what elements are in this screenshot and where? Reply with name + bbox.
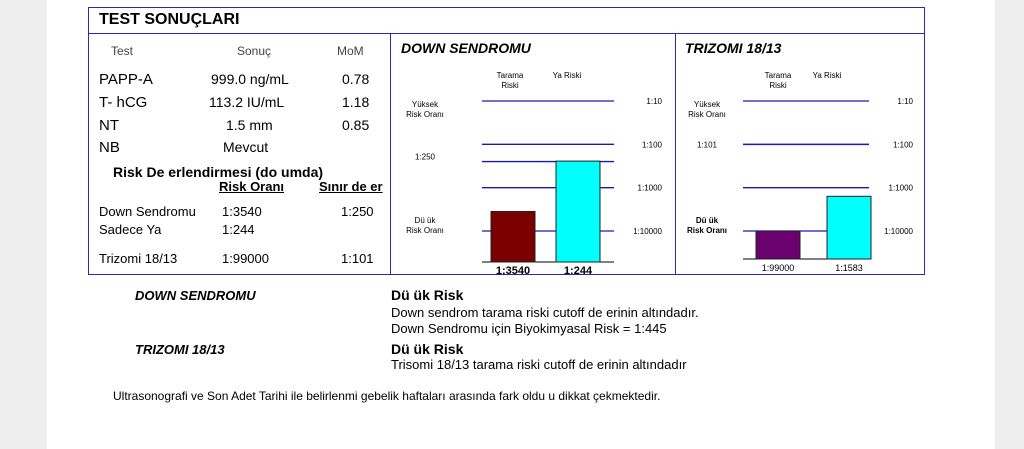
risk-name: Down Sendromu <box>99 204 196 219</box>
col-test-header: Test <box>111 44 134 58</box>
y-label-low: Risk Oranı <box>686 226 728 235</box>
tick-label: 1:10000 <box>884 227 913 236</box>
tick-label: 1:100 <box>641 140 662 150</box>
tick-label: 1:10000 <box>633 227 662 236</box>
category-label: 1:99000 <box>761 263 795 273</box>
trisomy-summary-title: TRIZOMI 18/13 <box>135 342 225 357</box>
risk-name: Sadece Ya <box>99 222 162 237</box>
tick-label: 1:1000 <box>888 183 913 193</box>
category-label: 1:1583 <box>835 263 863 273</box>
category-label: 1:244 <box>563 265 593 274</box>
category-label: 1:3540 <box>495 265 531 274</box>
risk-ratio: 1:244 <box>222 222 255 237</box>
test-name: T- hCG <box>99 94 148 111</box>
panel-divider-1 <box>390 34 391 274</box>
test-name: NB <box>99 139 120 156</box>
results-header <box>89 8 924 34</box>
y-label-low: Risk Oranı <box>406 226 444 235</box>
test-results-box <box>88 7 925 275</box>
legend-label: Riski <box>769 81 787 90</box>
bar <box>827 196 871 259</box>
risk-ratio-header: Risk Oranı <box>219 179 285 194</box>
tick-label: 1:100 <box>892 140 913 150</box>
trisomy-chart-title: TRIZOMI 18/13 <box>685 40 782 56</box>
test-name: NT <box>99 117 119 134</box>
trisomy-summary-risk: Dü ük Risk <box>391 341 464 357</box>
gestational-age-note: Ultrasonografi ve Son Adet Tarihi ile belirlenmi gebelik haftaları arasında fark oldu u dikkat çekmektedir. <box>113 389 661 403</box>
chart-svg <box>392 60 674 274</box>
bar <box>756 231 800 259</box>
down-summary-title: DOWN SENDROMU <box>135 288 256 303</box>
y-label-low: Dü ük <box>414 216 436 225</box>
cutoff-label: 1:101 <box>696 140 718 150</box>
trisomy-chart <box>677 60 924 274</box>
test-result: Mevcut <box>223 139 269 155</box>
test-result: 999.0 ng/mL <box>211 71 289 87</box>
legend-label: Tarama <box>764 71 792 80</box>
bar <box>491 211 535 262</box>
down-chart-title: DOWN SENDROMU <box>401 40 531 56</box>
y-label-high: Yüksek <box>411 100 439 109</box>
test-result: 113.2 IU/mL <box>209 94 285 110</box>
tick-label: 1:1000 <box>637 183 662 193</box>
legend-label: Ya Riski <box>552 71 582 80</box>
down-summary-risk: Dü ük Risk <box>391 287 464 303</box>
legend-label: Tarama <box>496 71 524 80</box>
risk-ratio: 1:99000 <box>222 251 269 266</box>
y-label-high: Risk Oranı <box>406 110 444 119</box>
tick-label: 1:10 <box>897 97 913 106</box>
col-result-header: Sonuç <box>237 44 272 58</box>
y-label-low: Dü ük <box>695 216 719 225</box>
col-mom-header: MoM <box>337 44 364 58</box>
cutoff-label: 1:250 <box>414 152 436 162</box>
y-label-high: Yüksek <box>693 100 721 109</box>
panel-divider-2 <box>675 34 676 274</box>
risk-name: Trizomi 18/13 <box>99 251 178 266</box>
risk-ratio: 1:3540 <box>222 204 262 219</box>
test-mom: 0.78 <box>342 71 370 87</box>
chart-svg <box>677 60 924 274</box>
down-summary-line: Down Sendromu için Biyokimyasal Risk = 1:445 <box>391 321 667 336</box>
test-name: PAPP-A <box>99 71 153 88</box>
legend-label: Riski <box>501 81 519 90</box>
down-summary-line: Down sendrom tarama riski cutoff de erinin altındadır. <box>391 305 699 320</box>
down-syndrome-chart <box>392 60 674 274</box>
risk-section-title: Risk De erlendirmesi (do umda) <box>113 164 324 180</box>
risk-cutoff: 1:101 <box>341 251 374 266</box>
bar <box>556 161 600 262</box>
tick-label: 1:10 <box>646 97 662 106</box>
test-mom: 0.85 <box>342 117 370 133</box>
legend-label: Ya Riski <box>812 71 842 80</box>
risk-cutoff-header: Sınır de er <box>319 179 383 194</box>
results-title: TEST SONUÇLARI <box>99 11 240 28</box>
risk-cutoff: 1:250 <box>341 204 374 219</box>
test-mom: 1.18 <box>342 94 370 110</box>
test-result: 1.5 mm <box>226 117 273 133</box>
trisomy-summary-line: Trisomi 18/13 tarama riski cutoff de erinin altındadır <box>391 357 687 372</box>
y-label-high: Risk Oranı <box>688 110 726 119</box>
